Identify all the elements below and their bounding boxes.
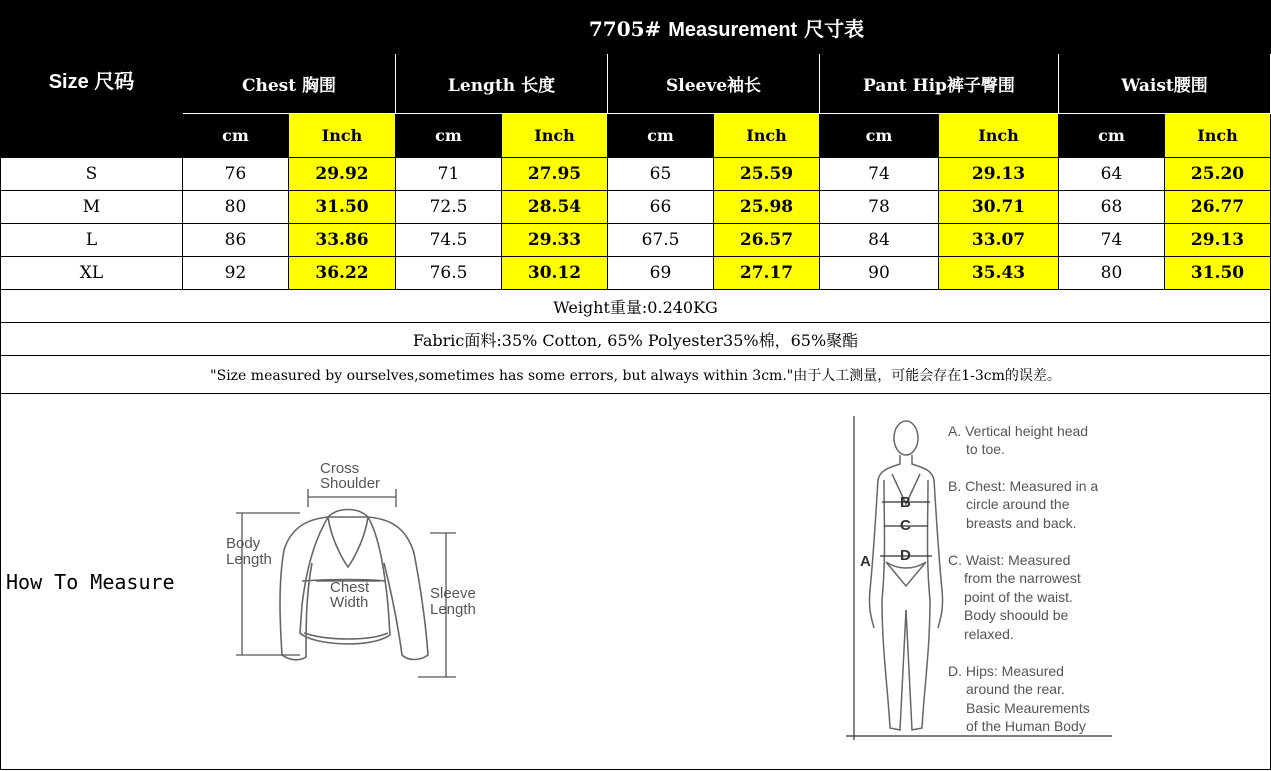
label-a: A	[860, 553, 871, 570]
unit-inch: Inch	[502, 114, 608, 158]
value-cell: 29.13	[1165, 224, 1271, 257]
value-cell: 74	[820, 158, 939, 191]
legend-c: relaxed.	[964, 626, 1014, 642]
body-letters	[860, 494, 911, 570]
weight-row: Weight重量:0.240KG	[1, 290, 1271, 323]
body-length-label: Length	[226, 551, 272, 568]
group-waist: Waist腰围	[1059, 54, 1271, 114]
unit-cm: cm	[820, 114, 939, 158]
table-row	[1, 224, 1271, 257]
value-cell: 29.13	[939, 158, 1059, 191]
value-cell: 86	[183, 224, 289, 257]
fabric-row: Fabric面料:35% Cotton, 65% Polyester35%棉，65%聚酯	[1, 323, 1271, 356]
group-chest: Chest 胸围	[183, 54, 396, 114]
value-cell: 64	[1059, 158, 1165, 191]
label-b: B	[900, 494, 911, 511]
label-c: C	[900, 517, 911, 534]
table-row	[1, 158, 1271, 191]
size-header: Size 尺码	[1, 1, 183, 158]
value-cell: 65	[608, 158, 714, 191]
legend-d: of the Human Body	[966, 718, 1086, 734]
value-cell: 74	[1059, 224, 1165, 257]
value-cell: 36.22	[289, 257, 396, 290]
value-cell: 76	[183, 158, 289, 191]
legend-d: around the rear.	[966, 681, 1065, 697]
title-cn: 尺寸表	[804, 16, 865, 41]
value-cell: 29.33	[502, 224, 608, 257]
legend-c: C. Waist: Measured	[948, 552, 1071, 568]
body-legend	[948, 423, 1098, 734]
sleeve-length-label: Sleeve	[430, 585, 476, 602]
unit-inch: Inch	[1165, 114, 1271, 158]
value-cell: 25.98	[714, 191, 820, 224]
value-cell: 29.92	[289, 158, 396, 191]
unit-cm: cm	[1059, 114, 1165, 158]
unit-cm: cm	[183, 114, 289, 158]
value-cell: 30.71	[939, 191, 1059, 224]
legend-c: Body shoould be	[964, 607, 1069, 623]
value-cell: 92	[183, 257, 289, 290]
title-bold: Measurement	[668, 18, 798, 41]
value-cell: 74.5	[396, 224, 502, 257]
value-cell: 72.5	[396, 191, 502, 224]
size-cell: M	[1, 191, 183, 224]
value-cell: 66	[608, 191, 714, 224]
sweater-labels	[226, 460, 476, 618]
note-row: "Size measured by ourselves,sometimes has some errors, but always within 3cm."由于人工测量，可能会存在1-3cm的误差。	[1, 356, 1271, 394]
size-cell: S	[1, 158, 183, 191]
value-cell: 27.95	[502, 158, 608, 191]
legend-a: A. Vertical height head	[948, 423, 1089, 439]
group-length: Length 长度	[396, 54, 608, 114]
legend-d: Basic Meaurements	[966, 700, 1090, 716]
unit-inch: Inch	[714, 114, 820, 158]
value-cell: 84	[820, 224, 939, 257]
value-cell: 30.12	[502, 257, 608, 290]
body-outline	[869, 421, 942, 730]
value-cell: 71	[396, 158, 502, 191]
value-cell: 80	[183, 191, 289, 224]
value-cell: 90	[820, 257, 939, 290]
legend-a: to toe.	[966, 441, 1005, 457]
value-cell: 78	[820, 191, 939, 224]
value-cell: 27.17	[714, 257, 820, 290]
size-cell: XL	[1, 257, 183, 290]
cross-shoulder-label: Cross	[320, 460, 360, 477]
value-cell: 68	[1059, 191, 1165, 224]
unit-cm: cm	[396, 114, 502, 158]
value-cell: 33.86	[289, 224, 396, 257]
table-title	[183, 1, 1271, 54]
value-cell: 25.59	[714, 158, 820, 191]
value-cell: 26.77	[1165, 191, 1271, 224]
legend-b: B. Chest: Measured in a	[948, 478, 1099, 494]
value-cell: 35.43	[939, 257, 1059, 290]
value-cell: 28.54	[502, 191, 608, 224]
table-row	[1, 191, 1271, 224]
chest-width-label: Width	[330, 594, 369, 611]
group-pant-hip: Pant Hip裤子臀围	[820, 54, 1059, 114]
size-cell: L	[1, 224, 183, 257]
legend-d: D. Hips: Measured	[948, 663, 1064, 679]
value-cell: 33.07	[939, 224, 1059, 257]
legend-b: circle around the	[966, 496, 1070, 512]
value-cell: 80	[1059, 257, 1165, 290]
unit-inch: Inch	[939, 114, 1059, 158]
value-cell: 67.5	[608, 224, 714, 257]
chest-width-label: Chest	[330, 579, 370, 596]
unit-cm: cm	[608, 114, 714, 158]
title-code: 7705#	[588, 16, 662, 41]
cross-shoulder-label: Shoulder	[320, 475, 381, 492]
group-sleeve: Sleeve袖长	[608, 54, 820, 114]
body-diagram	[840, 410, 1120, 745]
value-cell: 76.5	[396, 257, 502, 290]
unit-inch: Inch	[289, 114, 396, 158]
value-cell: 31.50	[289, 191, 396, 224]
label-d: D	[900, 547, 911, 564]
how-to-measure-label: How To Measure	[6, 570, 175, 594]
body-length-label: Body	[226, 535, 261, 552]
legend-b: breasts and back.	[966, 515, 1077, 531]
sleeve-length-label: Length	[430, 601, 476, 618]
value-cell: 25.20	[1165, 158, 1271, 191]
legend-c: from the narrowest	[964, 570, 1081, 586]
value-cell: 69	[608, 257, 714, 290]
table-row	[1, 257, 1271, 290]
sweater-diagram	[220, 455, 490, 685]
value-cell: 26.57	[714, 224, 820, 257]
legend-c: point of the waist.	[964, 589, 1073, 605]
value-cell: 31.50	[1165, 257, 1271, 290]
